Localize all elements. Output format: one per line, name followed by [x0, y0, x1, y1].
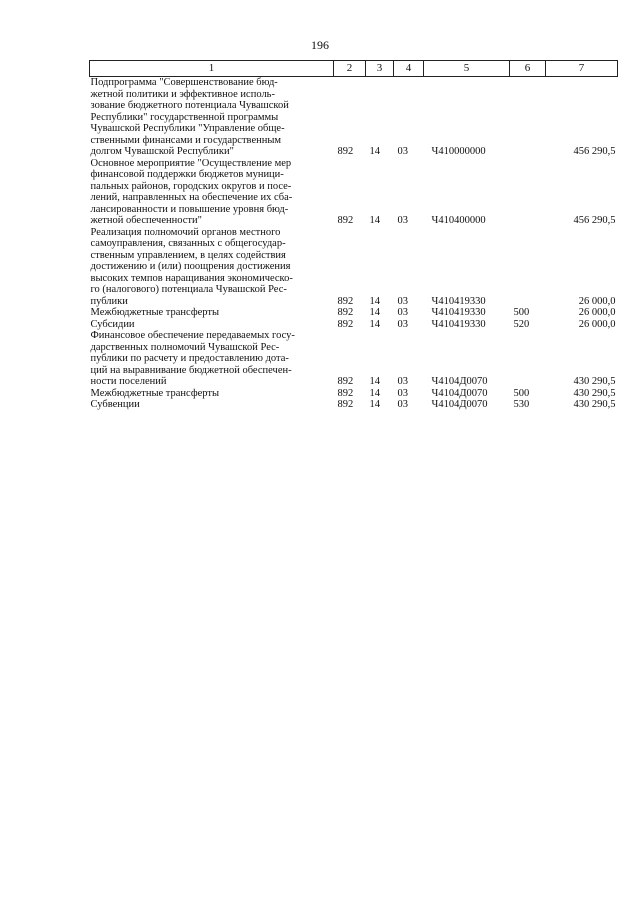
row-name [90, 319, 334, 331]
expense-type-code [510, 330, 546, 388]
ministry-code: 892 [337, 399, 354, 410]
section-code: 14 [369, 295, 380, 307]
row-name [90, 399, 334, 411]
row-name-line: дарственных полномочий Чувашской Рес- [90, 341, 280, 353]
expense-type-code: 500 [513, 387, 530, 399]
amount-value: 430 290,5 [573, 387, 616, 399]
column-header: 3 [366, 61, 394, 77]
row-name-line: ности поселений [90, 376, 167, 387]
row-name-line: лений, направленных на обеспечение их сба- [90, 192, 293, 203]
row-name [90, 330, 334, 388]
subsection-code: 03 [397, 376, 408, 387]
row-name-line: самоуправления, связанных с общегосудар- [90, 238, 286, 249]
row-name-line: Межбюджетные трансферты [90, 307, 220, 318]
ministry-code: 892 [337, 295, 354, 307]
section-code: 14 [369, 307, 380, 318]
table-row [90, 388, 618, 400]
column-header: 1 [90, 61, 334, 77]
row-name-line: Республики" государственной программы [90, 111, 279, 123]
table-row [90, 227, 618, 308]
ministry-code: 892 [337, 146, 354, 157]
row-name-line: Основное мероприятие "Осуществление мер [90, 157, 292, 169]
section-code: 14 [369, 215, 380, 226]
amount-value: 26 000,0 [578, 318, 616, 330]
table-row [90, 319, 618, 331]
row-name-line: жетной обеспеченности" [90, 215, 202, 226]
row-name [90, 77, 334, 158]
expense-type-code: 500 [513, 307, 530, 318]
row-name-line: финансовой поддержки бюджетов муници- [90, 169, 284, 180]
table-header-row [90, 61, 618, 77]
section-code: 14 [369, 146, 380, 157]
target-item-code: Ч410419330 [431, 307, 486, 318]
row-name-line: жетной политики и эффективное исполь- [90, 88, 275, 100]
amount-value: 430 290,5 [573, 399, 616, 410]
row-name-line: ственным управлением, в целях содействия [90, 249, 286, 261]
ministry-code: 892 [337, 387, 354, 399]
row-name-line: Чувашской Республики "Управление обще- [90, 123, 285, 134]
section-code: 14 [369, 318, 380, 330]
row-name-line: ций на выравнивание бюджетной обеспечен- [90, 364, 292, 376]
table-row [90, 158, 618, 227]
row-name-line: Реализация полномочий органов местного [90, 226, 281, 238]
expense-type-code: 520 [513, 318, 530, 330]
target-item-code: Ч410000000 [431, 146, 486, 157]
target-item-code: Ч410419330 [431, 318, 486, 330]
amount-value: 456 290,5 [573, 146, 616, 157]
row-name [90, 388, 334, 400]
ministry-code: 892 [337, 318, 354, 330]
table-row [90, 307, 618, 319]
target-item-code: Ч410400000 [431, 215, 486, 226]
subsection-code: 03 [397, 387, 408, 399]
row-name-line: Межбюджетные трансферты [90, 387, 220, 399]
row-name-line: зование бюджетного потенциала Чувашской [90, 100, 289, 111]
page-number: 196 [311, 38, 329, 52]
amount-value: 430 290,5 [573, 376, 616, 387]
subsection-code: 03 [397, 399, 408, 410]
section-code: 14 [369, 387, 380, 399]
row-name-line: ственными финансами и государственным [90, 134, 282, 146]
row-name [90, 227, 334, 308]
row-name-line: публики по расчету и предоставлению дота- [90, 353, 289, 364]
expense-type-code: 530 [513, 399, 530, 410]
table-row [90, 330, 618, 388]
row-name-line: го (налогового) потенциала Чувашской Рес- [90, 284, 287, 295]
row-name-line: достижению и (или) поощрения достижения [90, 261, 291, 272]
column-header: 4 [394, 61, 424, 77]
row-name-line: Финансовое обеспечение передаваемых госу- [90, 330, 295, 341]
expense-type-code [510, 77, 546, 158]
target-item-code: Ч4104Д0070 [431, 399, 488, 410]
row-name-line: высоких темпов наращивания экономическо- [90, 272, 293, 284]
row-name-line: Подпрограмма "Совершенствование бюд- [90, 77, 278, 88]
ministry-code: 892 [337, 376, 354, 387]
table-row [90, 399, 618, 411]
subsection-code: 03 [397, 215, 408, 226]
row-name-line: Субвенции [90, 399, 140, 410]
subsection-code: 03 [397, 318, 408, 330]
amount-value: 26 000,0 [578, 295, 616, 307]
target-item-code: Ч410419330 [431, 295, 486, 307]
column-header: 7 [546, 61, 618, 77]
ministry-code: 892 [337, 307, 354, 318]
column-header: 2 [334, 61, 366, 77]
subsection-code: 03 [397, 295, 408, 307]
row-name-line: пальных районов, городских округов и посе- [90, 180, 292, 192]
section-code: 14 [369, 399, 380, 410]
amount-value: 456 290,5 [573, 215, 616, 226]
row-name [90, 158, 334, 227]
row-name-line: долгом Чувашской Республики" [90, 146, 234, 157]
row-name-line: Субсидии [90, 318, 135, 330]
row-name-line: публики [90, 295, 128, 307]
section-code: 14 [369, 376, 380, 387]
row-name [90, 307, 334, 319]
table-body [90, 77, 618, 411]
subsection-code: 03 [397, 146, 408, 157]
target-item-code: Ч4104Д0070 [431, 376, 488, 387]
target-item-code: Ч4104Д0070 [431, 387, 488, 399]
amount-value: 26 000,0 [578, 307, 616, 318]
expense-type-code [510, 227, 546, 308]
budget-table [89, 60, 618, 411]
row-name-line: лансированности и повышение уровня бюд- [90, 203, 289, 215]
column-header: 6 [510, 61, 546, 77]
column-header: 5 [424, 61, 510, 77]
table-row [90, 77, 618, 158]
ministry-code: 892 [337, 215, 354, 226]
subsection-code: 03 [397, 307, 408, 318]
expense-type-code [510, 158, 546, 227]
